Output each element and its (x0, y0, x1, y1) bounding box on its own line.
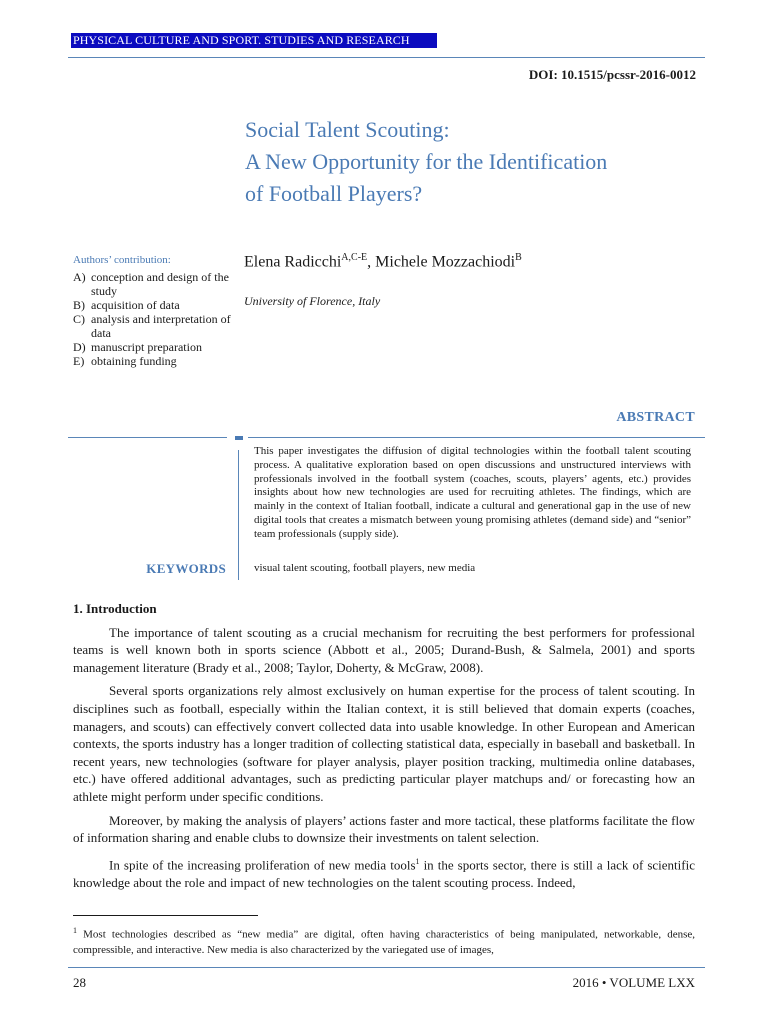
author-separator: , (367, 253, 376, 271)
contributions-heading: Authors’ contribution: (73, 254, 171, 266)
contribution-item (73, 270, 235, 298)
contributions-list (73, 270, 235, 368)
contribution-letter: C) (73, 312, 85, 326)
footnote-divider (73, 915, 258, 916)
abstract-side-bar (238, 450, 239, 580)
abstract-divider-right (248, 437, 705, 438)
contribution-letter: D) (73, 340, 86, 354)
title-line: of Football Players? (245, 181, 423, 206)
author-contribution-sup: B (515, 252, 522, 263)
contribution-text: manuscript preparation (91, 340, 202, 354)
affiliation: University of Florence, Italy (244, 294, 381, 308)
body-text (73, 600, 695, 897)
keywords-text: visual talent scouting, football players, new media (254, 562, 476, 574)
author-name: Michele Mozzachiodi (375, 253, 516, 271)
abstract-divider-left (68, 437, 227, 438)
volume-label: 2016 • VOLUME LXX (572, 975, 695, 990)
footnote-text: Most technologies described as “new media” are digital, often having characteristics of being manipulated, networkable, dense, compressible, and interactive. New media is also characterized by the variegated use of images, (73, 928, 695, 956)
title-line: A New Opportunity for the Identification (245, 149, 608, 174)
abstract-marker (235, 436, 243, 440)
author-name: Elena Radicchi (244, 253, 342, 271)
contribution-item (73, 298, 235, 312)
paper-title (245, 114, 715, 210)
footer-divider (68, 967, 705, 968)
author-line (244, 252, 522, 271)
section-heading: 1. Introduction (73, 601, 157, 616)
journal-name-band: PHYSICAL CULTURE AND SPORT. STUDIES AND RESEARCH (71, 33, 437, 48)
title-line: Social Talent Scouting: (245, 117, 450, 142)
header-divider (68, 57, 705, 58)
contribution-text: obtaining funding (91, 354, 177, 368)
paragraph: Moreover, by making the analysis of players’ actions faster and more tactical, these platforms facilitate the flow of information sharing and enable clubs to downsize their investments on talent selection. (73, 812, 695, 846)
keywords-heading: KEYWORDS (146, 561, 226, 576)
contribution-text: acquisition of data (91, 298, 180, 312)
abstract-heading: ABSTRACT (616, 410, 695, 425)
footnote (73, 923, 695, 958)
contribution-item (73, 354, 235, 368)
contribution-item (73, 312, 235, 340)
paragraph-text: In spite of the increasing proliferation of new media tools (109, 857, 416, 873)
contribution-letter: A) (73, 270, 86, 284)
abstract-text: This paper investigates the diffusion of digital technologies within the football talent scouting process. A qualitative exploration based on open discussions and unstructured interviews with professionals involved in the football system (coaches, scouts, players’ agents, etc.) provides insights about how new technologies are used for recruiting athletes. The findings, which are mainly in the context of Italian football, indicate a cultural and generational gap in the use of new digital tools that creates a mismatch between young promising athletes (demand side) and “senior” team professionals (supply side). (254, 445, 691, 540)
footnote-marker: 1 (73, 926, 77, 935)
contribution-letter: E) (73, 354, 85, 368)
paragraph: Several sports organizations rely almost exclusively on human expertise for the process of talent scouting. In disciplines such as football, especially within the Italian context, it is still believed that domain experts (coaches, managers, and scouts) can effectively convert collected data into usable knowledge. In other European and American contexts, the sports industry has a longer tradition of collecting statistical data, especially in baseball and basketball. In recent years, new technologies (software for player analysis, player position tracking, multimedia online databases, etc.) have offered additional advantages, such as predicting particular player matchups and/ or forecasting how an athlete might perform under specific conditions. (73, 683, 695, 804)
page-number: 28 (73, 975, 86, 990)
paragraph-text: in the sports sector, there is still a lack of scientific knowledge about the role and impact of new technologies on the talent scouting process. Indeed, (73, 857, 695, 890)
author-contribution-sup: A,C-E (341, 252, 368, 263)
contribution-text: analysis and interpretation of data (91, 312, 231, 340)
paragraph (73, 853, 695, 892)
contribution-item (73, 340, 235, 354)
contribution-letter: B) (73, 298, 85, 312)
footnote-ref[interactable]: 1 (415, 856, 420, 866)
paragraph: The importance of talent scouting as a crucial mechanism for recruiting the best performers for professional teams is well known both in sports science (Abbott et al., 2005; Durand-Bush, & Salmela, 2001) and sports management literature (Brady et al., 2008; Taylor, Doherty, & McGraw, 2008). (73, 624, 695, 675)
doi-label: DOI: 10.1515/pcssr-2016-0012 (528, 67, 696, 82)
contribution-text: conception and design of the study (91, 270, 229, 298)
